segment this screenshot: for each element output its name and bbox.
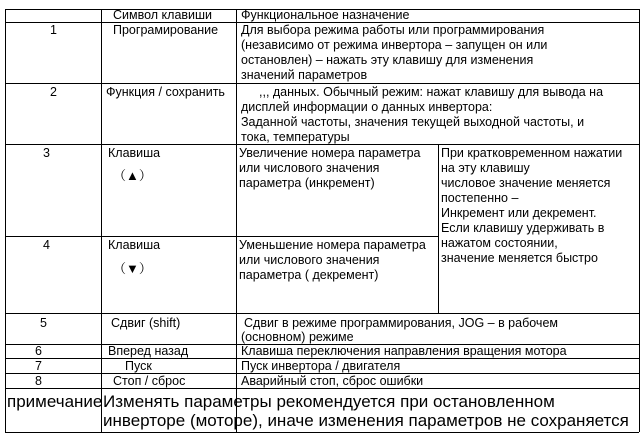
row-number: 1 [50,23,57,37]
note-line: значение меняется быстро [441,251,598,265]
note-line: При кратковременном нажатии [441,146,623,160]
description-line: параметра ( декремент) [239,268,379,282]
key-name: Клавиша [108,146,161,160]
row-number: 4 [43,238,50,252]
table-rule [236,9,237,432]
description-line: (независимо от режима инвертора – запущен он или [241,38,548,52]
row-number: 8 [35,374,42,388]
description-line: Увеличение номера параметра [239,146,421,160]
description-line: Для выбора режима работы или программирования [241,23,545,37]
description-line: тока, температуры [241,130,350,144]
description-line: остановлен) – нажать эту клавишу для изменения [241,53,534,67]
note-line: Инкремент или декремент. [441,206,597,220]
row-number: 6 [35,344,42,358]
footer-label: примечание [7,392,103,411]
description-line: или числового значения [239,253,380,267]
key-name: Вперед назад [108,344,189,358]
description-line: Клавиша переключения направления вращения мотора [241,344,567,358]
header-symbol: Символ клавиши [113,8,213,22]
table-rule [5,432,639,433]
key-name: Програмирование [113,23,219,37]
footer-line: Изменять параметры рекомендуется при остановленном [103,392,555,411]
description-line: параметра (инкремент) [239,176,375,190]
note-line: нажатом состоянии, [441,236,558,250]
key-name: Клавиша [108,238,161,252]
note-line: числовое значение меняется [441,176,611,190]
row-number: 7 [35,359,42,373]
key-name: Пуск [125,359,152,373]
description-line: ,,, данных. Обычный режим: нажат клавишу для вывода на [259,85,604,99]
description-line: или числового значения [239,161,380,175]
description-line: Заданной частоты, значения текущей выходной частоты, и [241,115,585,129]
table-rule [5,236,439,237]
up-arrow-icon: （▲） [113,168,152,183]
note-line: постепенно – [441,191,519,205]
table-rule [438,144,439,313]
description-line: Уменьшение номера параметра [239,238,426,252]
note-line: на эту клавишу [441,161,530,175]
key-name: Функция / сохранить [106,85,225,99]
header-function: Функциональное назначение [241,8,410,22]
table-rule [639,9,640,432]
description-line: (основном) режиме [241,330,354,344]
footer-line: инверторе (моторе), иначе изменения параметров не сохраняется [103,411,629,430]
description-line: Сдвиг в режиме программирования, JOG – в рабочем [244,316,558,330]
description-line: Пуск инвертора / двигателя [241,359,401,373]
down-arrow-icon: （▼） [113,261,152,276]
table-rule [101,9,102,432]
description-line: Аварийный стоп, сброс ошибки [241,374,424,388]
table-rule [5,9,6,432]
description-line: дисплей информации о данных инвертора: [241,100,493,114]
row-number: 3 [43,146,50,160]
note-line: Если клавишу удерживать в [441,221,605,235]
row-number: 5 [40,316,47,330]
key-name: Сдвиг (shift) [111,316,181,330]
key-name: Стоп / сброс [113,374,186,388]
row-number: 2 [50,85,57,99]
description-line: значений параметров [241,68,368,82]
